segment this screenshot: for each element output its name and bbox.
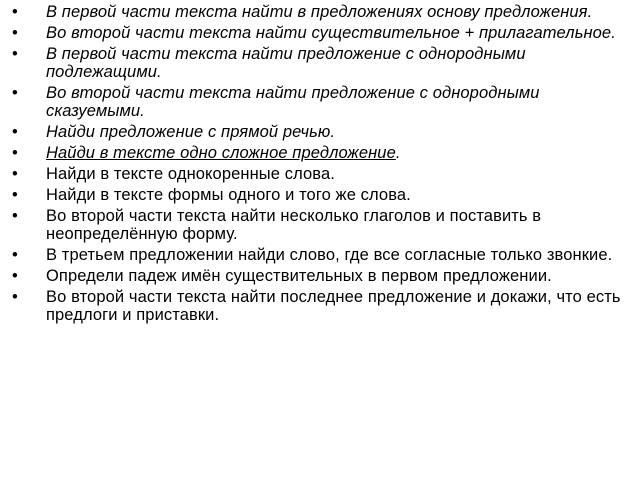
list-item-text: Во второй части текста найти несколько глаголов и поставить в неопределённую форму. [46,207,542,243]
list-item-text: В первой части текста найти предложение с однородными подлежащими. [46,45,526,81]
list-item-text: В третьем предложении найди слово, где все согласные только звонкие. [46,246,613,264]
list-item [8,246,636,264]
list-item-suffix: . [395,144,401,162]
bullet-icon: • [12,207,18,225]
list-item-text: Определи падеж имён существительных в первом предложении. [46,267,552,285]
list-item [8,186,636,204]
bullet-icon: • [12,144,18,162]
list-item [8,45,636,81]
list-item-text: Найди в тексте одно сложное предложение [46,144,396,162]
list-item [8,207,636,243]
list-item-text: Найди в тексте формы одного и того же слова. [46,186,411,204]
list-item [8,123,636,141]
bullet-icon: • [12,165,18,183]
list-item-text: Найди предложение с прямой речью. [46,123,336,141]
bullet-icon: • [12,186,18,204]
list-item [8,144,636,162]
bullet-icon: • [12,3,18,21]
list-item [8,288,636,324]
list-item-text: Найди в тексте однокоренные слова. [46,165,335,183]
list-item-text: Во второй части текста найти предложение с однородными сказуемыми. [46,84,540,120]
bullet-icon: • [12,84,18,102]
list-item [8,165,636,183]
list-item-text: Во второй части текста найти существительное + прилагательное. [46,24,616,42]
task-list [8,3,636,327]
bullet-icon: • [12,246,18,264]
list-item-text: Во второй части текста найти последнее предложение и докажи, что есть предлоги и приставки. [46,288,621,324]
list-item [8,84,636,120]
bullet-icon: • [12,123,18,141]
bullet-icon: • [12,267,18,285]
bullet-icon: • [12,24,18,42]
list-item-text: В первой части текста найти в предложениях основу предложения. [46,3,593,21]
list-item [8,24,636,42]
list-item [8,3,636,21]
list-item [8,267,636,285]
bullet-icon: • [12,45,18,63]
bullet-icon: • [12,288,18,306]
